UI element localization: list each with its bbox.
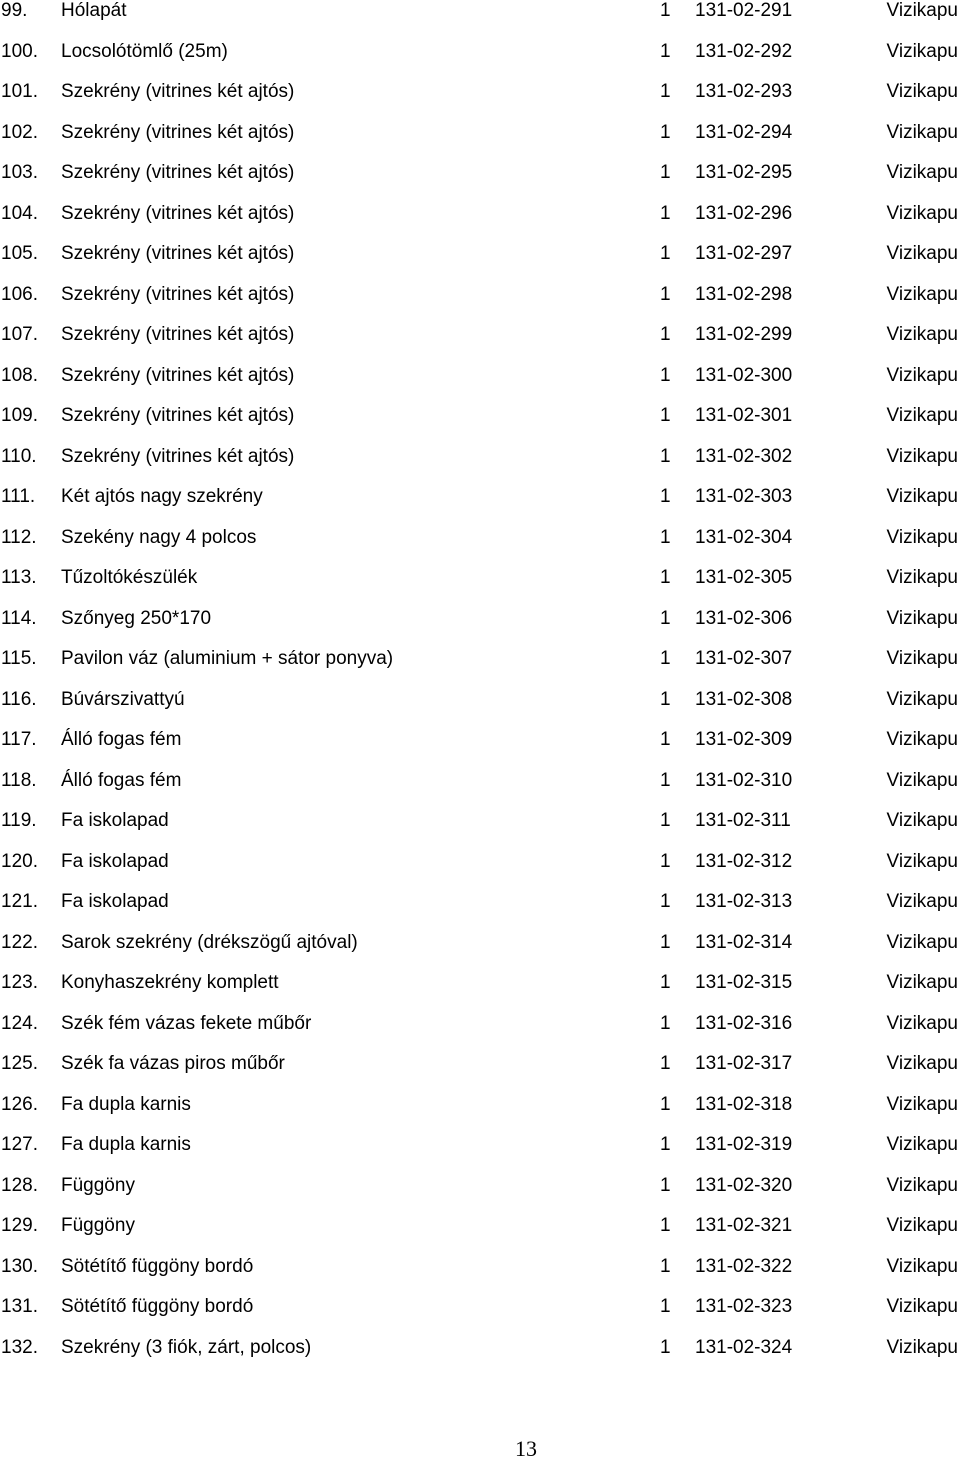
item-quantity: 1 (660, 891, 671, 912)
inventory-row (0, 648, 960, 689)
item-number: 113. (1, 567, 37, 588)
item-code: 131-02-302 (695, 445, 793, 467)
item-quantity: 1 (660, 1174, 671, 1196)
inventory-row (0, 122, 960, 163)
item-number: 107. (1, 324, 38, 345)
item-quantity: 1 (660, 931, 671, 953)
item-code: 131-02-313 (695, 891, 793, 912)
item-quantity: 1 (660, 1255, 671, 1277)
item-quantity: 1 (660, 1053, 671, 1074)
item-number: 110. (1, 445, 37, 467)
item-quantity: 1 (660, 283, 671, 305)
item-location: Vizikapu (886, 283, 958, 305)
item-name: Fa iskolapad (61, 850, 169, 872)
item-quantity: 1 (660, 40, 671, 62)
item-code: 131-02-299 (695, 324, 793, 345)
item-location: Vizikapu (886, 202, 958, 224)
item-number: 111. (1, 486, 36, 507)
item-location: Vizikapu (886, 0, 958, 21)
item-name: Szekény nagy 4 polcos (61, 526, 257, 548)
item-location: Vizikapu (886, 567, 958, 588)
item-number: 116. (1, 688, 37, 710)
item-number: 104. (1, 202, 38, 224)
item-code: 131-02-319 (695, 1134, 793, 1155)
item-name: Szekrény (vitrines két ajtós) (61, 81, 295, 102)
item-name: Konyhaszekrény komplett (61, 972, 279, 993)
item-name: Szekrény (vitrines két ajtós) (61, 121, 295, 143)
item-number: 127. (1, 1134, 38, 1155)
inventory-row (0, 608, 960, 649)
inventory-row (0, 1256, 960, 1297)
item-code: 131-02-310 (695, 769, 793, 791)
item-number: 124. (1, 1012, 38, 1034)
item-code: 131-02-320 (695, 1174, 793, 1196)
item-number: 99. (1, 0, 28, 21)
inventory-row (0, 446, 960, 487)
item-code: 131-02-295 (695, 162, 793, 183)
item-location: Vizikapu (886, 526, 958, 548)
item-name: Hólapát (61, 0, 127, 21)
item-name: Szekrény (vitrines két ajtós) (61, 162, 295, 183)
item-quantity: 1 (660, 607, 671, 629)
inventory-row (0, 689, 960, 730)
item-quantity: 1 (660, 1215, 671, 1236)
inventory-row (0, 1215, 960, 1256)
item-number: 119. (1, 810, 37, 831)
item-quantity: 1 (660, 121, 671, 143)
item-location: Vizikapu (886, 243, 958, 264)
item-name: Pavilon váz (aluminium + sátor ponyva) (61, 648, 394, 669)
item-code: 131-02-316 (695, 1012, 793, 1034)
item-number: 108. (1, 364, 38, 386)
item-code: 131-02-323 (695, 1296, 793, 1317)
item-name: Szekrény (vitrines két ajtós) (61, 243, 295, 264)
item-quantity: 1 (660, 1093, 671, 1115)
inventory-row (0, 851, 960, 892)
item-name: Sötétítő függöny bordó (61, 1255, 254, 1277)
item-quantity: 1 (660, 405, 671, 426)
item-number: 123. (1, 972, 38, 993)
item-number: 118. (1, 769, 37, 791)
item-name: Álló fogas fém (61, 769, 182, 791)
item-location: Vizikapu (886, 1336, 958, 1358)
item-name: Szekrény (vitrines két ajtós) (61, 283, 295, 305)
inventory-row (0, 527, 960, 568)
item-location: Vizikapu (886, 688, 958, 710)
item-quantity: 1 (660, 688, 671, 710)
item-number: 114. (1, 607, 37, 629)
inventory-row (0, 1175, 960, 1216)
item-quantity: 1 (660, 648, 671, 669)
inventory-row (0, 1013, 960, 1054)
inventory-row (0, 1134, 960, 1175)
item-name: Fa iskolapad (61, 810, 169, 831)
item-code: 131-02-315 (695, 972, 793, 993)
item-name: Szekrény (vitrines két ajtós) (61, 202, 295, 224)
item-name: Fa dupla karnis (61, 1093, 191, 1115)
inventory-row (0, 770, 960, 811)
inventory-row (0, 243, 960, 284)
item-number: 103. (1, 162, 38, 183)
item-number: 121. (1, 891, 38, 912)
item-code: 131-02-309 (695, 729, 793, 750)
item-quantity: 1 (660, 364, 671, 386)
item-quantity: 1 (660, 567, 671, 588)
inventory-row (0, 567, 960, 608)
inventory-row (0, 203, 960, 244)
item-code: 131-02-306 (695, 607, 793, 629)
item-quantity: 1 (660, 769, 671, 791)
item-number: 120. (1, 850, 38, 872)
item-number: 106. (1, 283, 38, 305)
inventory-row (0, 1094, 960, 1135)
item-quantity: 1 (660, 1296, 671, 1317)
item-name: Fa iskolapad (61, 891, 169, 912)
inventory-row (0, 324, 960, 365)
item-number: 126. (1, 1093, 38, 1115)
item-number: 130. (1, 1255, 38, 1277)
item-quantity: 1 (660, 324, 671, 345)
item-code: 131-02-304 (695, 526, 793, 548)
inventory-row (0, 405, 960, 446)
item-quantity: 1 (660, 162, 671, 183)
item-name: Fa dupla karnis (61, 1134, 191, 1155)
item-name: Szekrény (vitrines két ajtós) (61, 445, 295, 467)
item-name: Szekrény (vitrines két ajtós) (61, 324, 295, 345)
inventory-row (0, 284, 960, 325)
inventory-row (0, 932, 960, 973)
item-number: 117. (1, 729, 37, 750)
item-location: Vizikapu (886, 850, 958, 872)
item-code: 131-02-292 (695, 40, 793, 62)
item-quantity: 1 (660, 202, 671, 224)
item-code: 131-02-307 (695, 648, 793, 669)
inventory-row (0, 972, 960, 1013)
inventory-row (0, 810, 960, 851)
item-name: Szék fém vázas fekete műbőr (61, 1012, 312, 1034)
item-quantity: 1 (660, 526, 671, 548)
item-number: 101. (1, 81, 38, 102)
item-code: 131-02-301 (695, 405, 793, 426)
item-location: Vizikapu (886, 445, 958, 467)
item-quantity: 1 (660, 445, 671, 467)
item-location: Vizikapu (886, 1134, 958, 1155)
item-location: Vizikapu (886, 607, 958, 629)
item-location: Vizikapu (886, 729, 958, 750)
item-location: Vizikapu (886, 364, 958, 386)
page-number: 13 (515, 1436, 537, 1461)
inventory-row (0, 365, 960, 406)
item-number: 105. (1, 243, 38, 264)
item-code: 131-02-296 (695, 202, 793, 224)
item-name: Szekrény (3 fiók, zárt, polcos) (61, 1336, 312, 1358)
item-number: 100. (1, 40, 38, 62)
item-name: Szék fa vázas piros műbőr (61, 1053, 285, 1074)
item-code: 131-02-303 (695, 486, 793, 507)
item-quantity: 1 (660, 850, 671, 872)
item-number: 128. (1, 1174, 38, 1196)
item-number: 115. (1, 648, 37, 669)
inventory-row (0, 1296, 960, 1337)
item-location: Vizikapu (886, 1012, 958, 1034)
item-location: Vizikapu (886, 324, 958, 345)
item-location: Vizikapu (886, 931, 958, 953)
inventory-row (0, 81, 960, 122)
item-name: Szőnyeg 250*170 (61, 607, 212, 629)
item-code: 131-02-322 (695, 1255, 793, 1277)
item-code: 131-02-324 (695, 1336, 793, 1358)
item-location: Vizikapu (886, 1053, 958, 1074)
item-location: Vizikapu (886, 972, 958, 993)
inventory-row (0, 162, 960, 203)
item-name: Tűzoltókészülék (61, 567, 198, 588)
item-code: 131-02-300 (695, 364, 793, 386)
item-location: Vizikapu (886, 1215, 958, 1236)
item-quantity: 1 (660, 486, 671, 507)
item-location: Vizikapu (886, 486, 958, 507)
item-location: Vizikapu (886, 1255, 958, 1277)
item-code: 131-02-311 (695, 810, 791, 831)
item-name: Két ajtós nagy szekrény (61, 486, 263, 507)
item-location: Vizikapu (886, 648, 958, 669)
item-number: 102. (1, 121, 38, 143)
item-location: Vizikapu (886, 1093, 958, 1115)
item-location: Vizikapu (886, 891, 958, 912)
item-location: Vizikapu (886, 1296, 958, 1317)
item-location: Vizikapu (886, 810, 958, 831)
item-name: Függöny (61, 1174, 135, 1196)
item-quantity: 1 (660, 0, 671, 21)
item-name: Locsolótömlő (25m) (61, 40, 228, 62)
item-code: 131-02-308 (695, 688, 793, 710)
item-number: 112. (1, 526, 37, 548)
item-location: Vizikapu (886, 40, 958, 62)
item-quantity: 1 (660, 729, 671, 750)
item-location: Vizikapu (886, 81, 958, 102)
item-location: Vizikapu (886, 121, 958, 143)
item-code: 131-02-291 (695, 0, 793, 21)
item-name: Búvárszivattyú (61, 688, 185, 710)
item-name: Szekrény (vitrines két ajtós) (61, 405, 295, 426)
item-name: Szekrény (vitrines két ajtós) (61, 364, 295, 386)
item-location: Vizikapu (886, 405, 958, 426)
item-number: 109. (1, 405, 38, 426)
item-code: 131-02-293 (695, 81, 793, 102)
item-name: Függöny (61, 1215, 135, 1236)
item-code: 131-02-305 (695, 567, 793, 588)
item-code: 131-02-298 (695, 283, 793, 305)
inventory-row (0, 486, 960, 527)
item-quantity: 1 (660, 1134, 671, 1155)
inventory-row (0, 1053, 960, 1094)
item-location: Vizikapu (886, 1174, 958, 1196)
item-quantity: 1 (660, 81, 671, 102)
item-code: 131-02-317 (695, 1053, 793, 1074)
item-number: 122. (1, 931, 38, 953)
inventory-row (0, 41, 960, 82)
item-number: 131. (1, 1296, 38, 1317)
item-number: 125. (1, 1053, 38, 1074)
item-location: Vizikapu (886, 769, 958, 791)
item-code: 131-02-314 (695, 931, 793, 953)
item-quantity: 1 (660, 243, 671, 264)
item-number: 129. (1, 1215, 38, 1236)
item-code: 131-02-294 (695, 121, 793, 143)
inventory-row (0, 0, 960, 41)
item-name: Sötétítő függöny bordó (61, 1296, 254, 1317)
item-code: 131-02-318 (695, 1093, 793, 1115)
item-quantity: 1 (660, 972, 671, 993)
item-code: 131-02-297 (695, 243, 793, 264)
inventory-row (0, 729, 960, 770)
inventory-row (0, 1337, 960, 1378)
item-quantity: 1 (660, 810, 671, 831)
item-code: 131-02-321 (695, 1215, 793, 1236)
item-name: Álló fogas fém (61, 729, 182, 750)
inventory-row (0, 891, 960, 932)
item-code: 131-02-312 (695, 850, 793, 872)
item-quantity: 1 (660, 1012, 671, 1034)
item-number: 132. (1, 1336, 38, 1358)
item-quantity: 1 (660, 1336, 671, 1358)
item-name: Sarok szekrény (drékszögű ajtóval) (61, 931, 358, 953)
item-location: Vizikapu (886, 162, 958, 183)
